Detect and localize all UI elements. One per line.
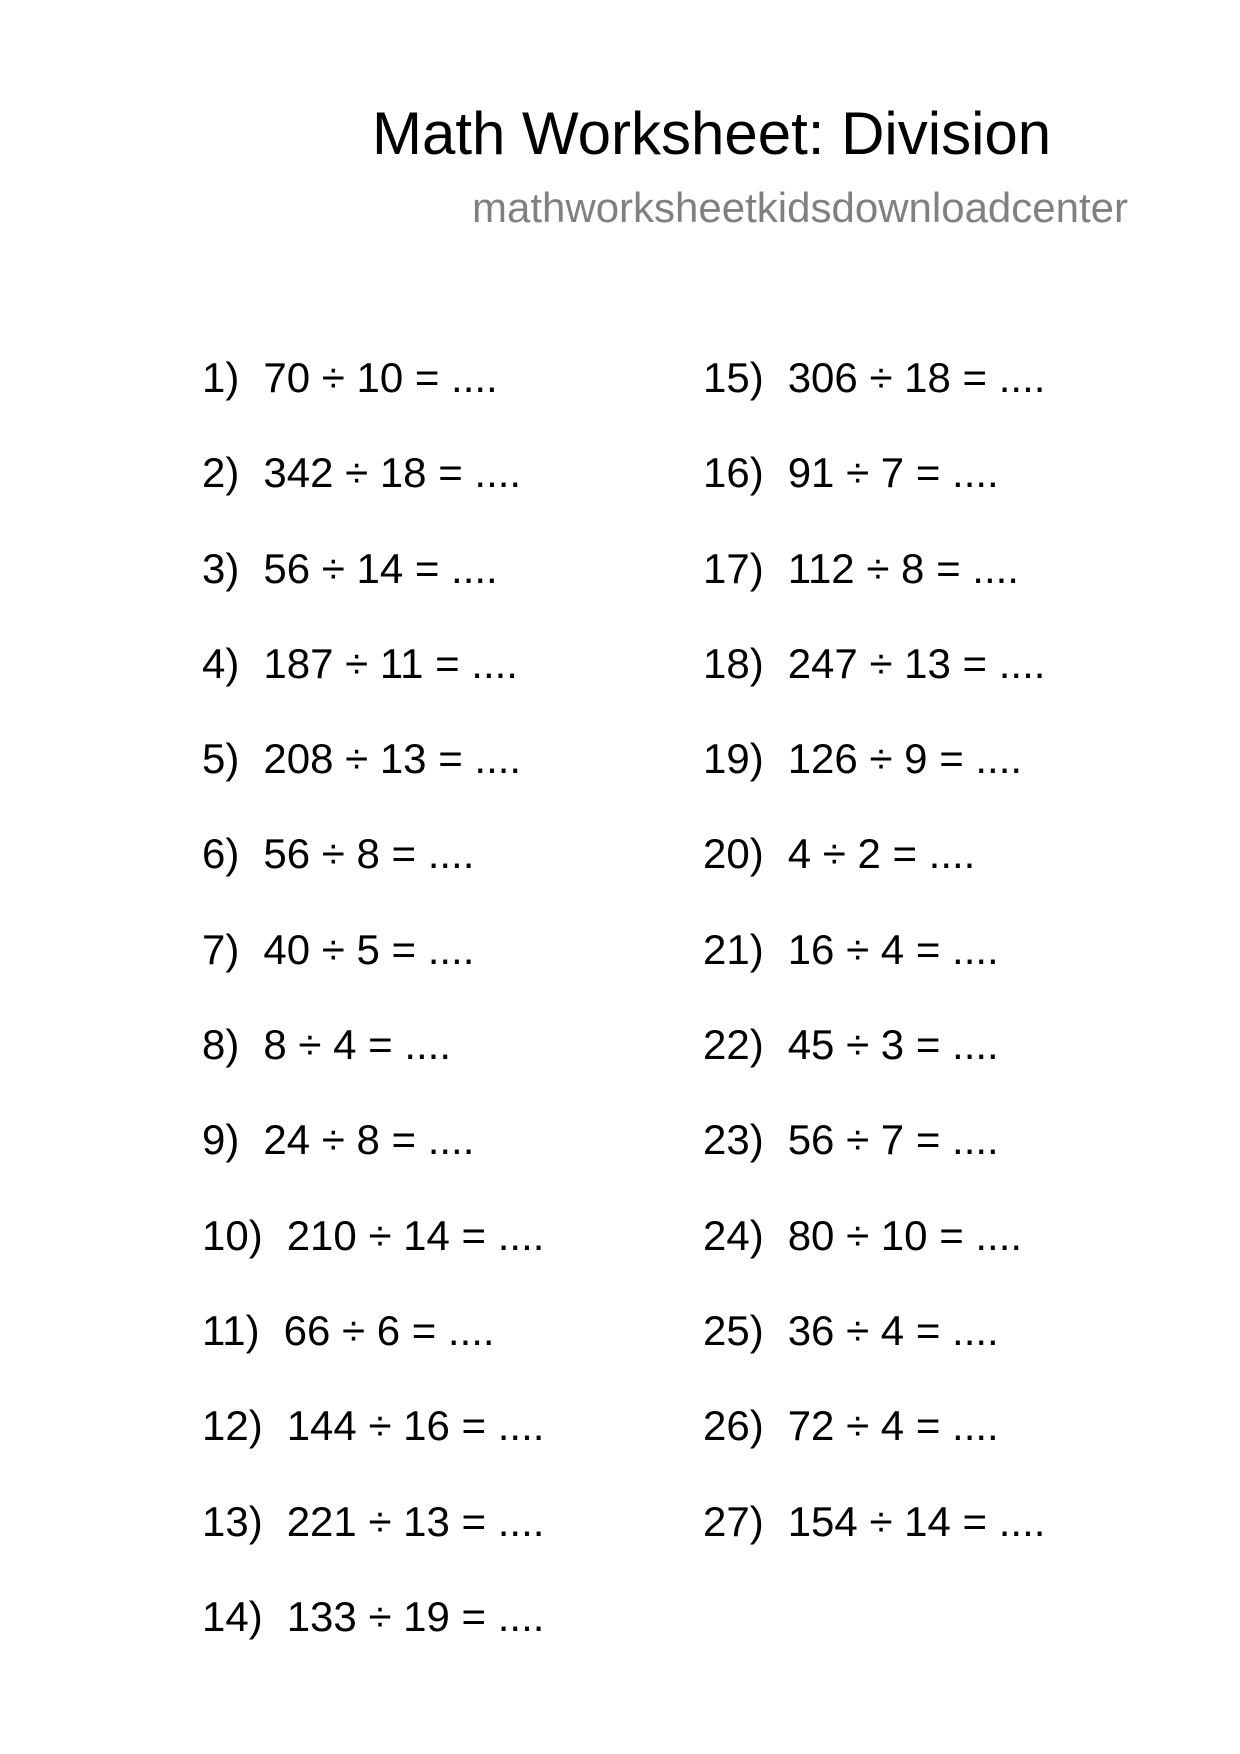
problem-number: 24) xyxy=(703,1211,764,1259)
problem-item xyxy=(703,1306,1240,1401)
problem-number: 1) xyxy=(202,354,240,401)
problem-number: 19) xyxy=(703,735,764,783)
problem-number: 3) xyxy=(202,544,240,592)
problem-number: 8) xyxy=(202,1021,240,1069)
problem-number: 26) xyxy=(703,1402,764,1450)
problem-item xyxy=(703,1020,1240,1115)
problem-expression: 24 ÷ 8 = .... xyxy=(263,1116,475,1164)
problem-number: 11) xyxy=(202,1306,260,1354)
problem-item xyxy=(703,353,1240,448)
problem-item xyxy=(703,1401,1240,1496)
problem-item xyxy=(202,1401,762,1496)
problem-item xyxy=(703,1211,1240,1306)
problem-expression: 36 ÷ 4 = .... xyxy=(787,1306,999,1354)
problem-item xyxy=(703,544,1240,639)
problem-expression: 8 ÷ 4 = .... xyxy=(263,1021,452,1069)
problem-expression: 40 ÷ 5 = .... xyxy=(263,925,475,973)
problem-item xyxy=(202,829,762,924)
problem-expression: 112 ÷ 8 = .... xyxy=(787,544,1019,592)
problem-number: 13) xyxy=(202,1497,263,1545)
problem-number: 18) xyxy=(703,639,764,687)
problem-number: 14) xyxy=(202,1592,263,1640)
problem-item xyxy=(703,829,1240,924)
problem-item xyxy=(202,448,762,543)
problem-item xyxy=(202,1115,762,1210)
problem-number: 15) xyxy=(703,354,764,401)
problem-expression: 91 ÷ 7 = .... xyxy=(787,449,999,497)
problem-expression: 133 ÷ 19 = .... xyxy=(286,1592,545,1640)
problem-expression: 80 ÷ 10 = .... xyxy=(787,1211,1023,1259)
problem-number: 23) xyxy=(703,1116,764,1164)
problem-expression: 56 ÷ 14 = .... xyxy=(263,544,498,592)
problem-expression: 56 ÷ 7 = .... xyxy=(787,1116,999,1164)
problem-expression: 56 ÷ 8 = .... xyxy=(263,830,475,878)
problem-item xyxy=(202,1592,762,1687)
problem-number: 7) xyxy=(202,925,240,973)
problem-number: 12) xyxy=(202,1402,263,1450)
problem-expression: 154 ÷ 14 = .... xyxy=(787,1497,1046,1545)
problem-item xyxy=(703,1115,1240,1210)
problem-number: 10) xyxy=(202,1211,263,1259)
problem-item xyxy=(202,353,762,448)
problem-number: 5) xyxy=(202,735,240,783)
problem-number: 21) xyxy=(703,925,764,973)
problem-expression: 66 ÷ 6 = .... xyxy=(283,1306,495,1354)
problem-expression: 126 ÷ 9 = .... xyxy=(787,735,1023,783)
problem-number: 2) xyxy=(202,449,240,497)
problem-item xyxy=(202,925,762,1020)
problem-expression: 16 ÷ 4 = .... xyxy=(787,925,999,973)
problem-number: 9) xyxy=(202,1116,240,1164)
problem-number: 20) xyxy=(703,830,764,878)
problem-item xyxy=(703,1497,1240,1592)
problem-number: 27) xyxy=(703,1497,764,1545)
problem-expression: 210 ÷ 14 = .... xyxy=(286,1211,545,1259)
problem-expression: 187 ÷ 11 = .... xyxy=(263,639,518,687)
problem-column-right xyxy=(703,353,1240,1592)
problem-number: 4) xyxy=(202,639,240,687)
problem-number: 22) xyxy=(703,1021,764,1069)
problem-item xyxy=(703,639,1240,734)
problem-item xyxy=(703,448,1240,543)
problem-item xyxy=(202,1306,762,1401)
problem-number: 25) xyxy=(703,1306,764,1354)
problem-item xyxy=(703,734,1240,829)
problem-item xyxy=(202,1211,762,1306)
problem-item xyxy=(202,734,762,829)
problem-item xyxy=(202,544,762,639)
problem-column-left xyxy=(202,353,762,1687)
problem-item xyxy=(202,1497,762,1592)
problem-expression: 306 ÷ 18 = .... xyxy=(787,354,1046,401)
problem-expression: 70 ÷ 10 = .... xyxy=(263,354,498,401)
problem-expression: 72 ÷ 4 = .... xyxy=(787,1402,999,1450)
problem-item xyxy=(202,1020,762,1115)
problem-expression: 247 ÷ 13 = .... xyxy=(787,639,1046,687)
worksheet-subtitle: mathworksheetkidsdownloadcenter xyxy=(472,184,1129,231)
problem-expression: 342 ÷ 18 = .... xyxy=(263,449,522,497)
problem-number: 16) xyxy=(703,449,764,497)
problem-expression: 221 ÷ 13 = .... xyxy=(286,1497,545,1545)
problem-expression: 45 ÷ 3 = .... xyxy=(787,1021,999,1069)
problem-expression: 208 ÷ 13 = .... xyxy=(263,735,522,783)
problem-number: 6) xyxy=(202,830,240,878)
problem-item xyxy=(703,925,1240,1020)
problem-expression: 144 ÷ 16 = .... xyxy=(286,1402,545,1450)
problem-item xyxy=(202,639,762,734)
problem-expression: 4 ÷ 2 = .... xyxy=(787,830,976,878)
problem-number: 17) xyxy=(703,544,764,592)
worksheet-title: Math Worksheet: Division xyxy=(372,100,1052,167)
